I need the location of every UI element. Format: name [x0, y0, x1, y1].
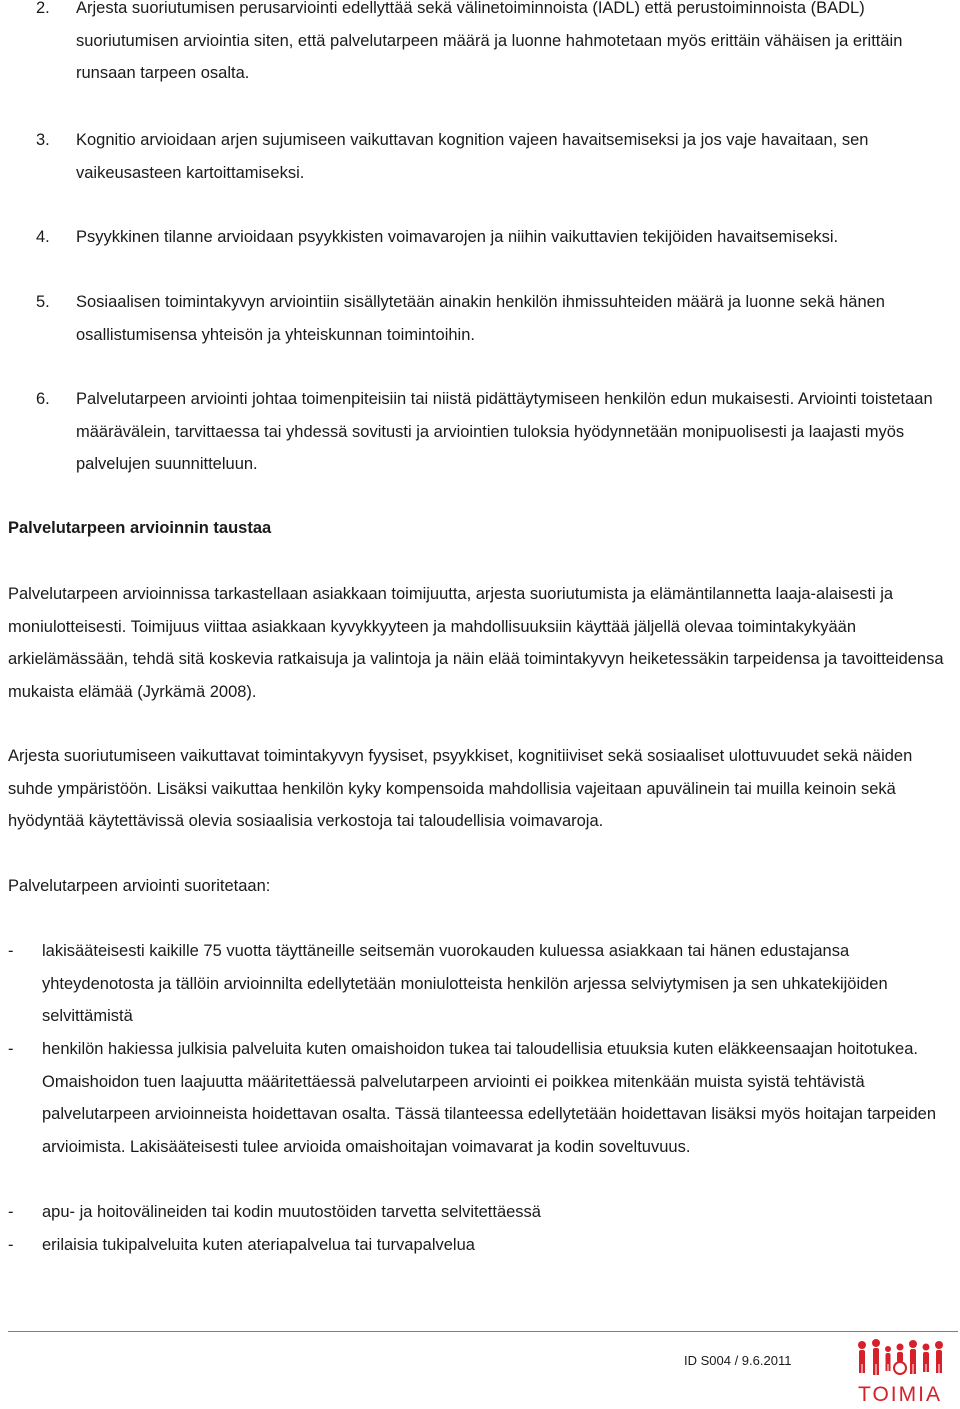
item-number: 5. — [36, 293, 50, 311]
dash-text: lakisääteisesti kaikille 75 vuotta täyttäneille seitsemän vuorokauden kuluessa asiakkaan tai hänen edustajansa yhteydenotosta ja tällöin arvioinnilta edellytetään moniulotteista henkilön arjessa selviytymisen ja sen uhkatekijöiden selvittämistä — [42, 942, 888, 1025]
item-number: 3. — [36, 131, 50, 149]
dash-item-public-services — [8, 1033, 948, 1163]
item-text: Kognitio arvioidaan arjen sujumiseen vaikuttavan kognition vajeen havaitsemiseksi ja jos vaje havaitaan, sen vaikeusasteen kartoittamiseksi. — [76, 131, 869, 182]
footer-document-id: ID S004 / 9.6.2011 — [684, 1353, 792, 1368]
numbered-item-4 — [36, 221, 956, 254]
item-number: 2. — [36, 0, 50, 17]
dash-item-aids — [8, 1196, 948, 1229]
item-number: 6. — [36, 390, 50, 408]
dash-marker: - — [8, 1236, 14, 1254]
section-heading: Palvelutarpeen arvioinnin taustaa — [8, 519, 272, 537]
item-text: Psyykkinen tilanne arvioidaan psyykkisten voimavarojen ja niihin vaikuttavien tekijöiden havaitsemiseksi. — [76, 228, 839, 246]
footer-divider — [8, 1331, 958, 1332]
numbered-item-5 — [36, 286, 956, 351]
people-figures-icon — [850, 1335, 950, 1381]
item-text: Sosiaalisen toimintakyvyn arviointiin sisällytetään ainakin henkilön ihmissuhteiden määrä ja luonne sekä hänen osallistumisensa yhteisön ja yhteiskunnan toimintoihin. — [76, 293, 885, 344]
dash-text: henkilön hakiessa julkisia palveluita kuten omaishoidon tukea tai taloudellisia etuuksia kuten eläkkeensaajan hoitotukea. Omaishoidon tuen laajuutta määritettäessä palvelutarpeen arviointi ei poikkea mitenkään muista syistä tehtävistä palvelutarpeen arvioinneista hoidettavan osalta. Tässä tilanteessa edellytetään hoidettavan lisäksi myös hoitajan tarpeiden arvioimista. Lakisääteisesti tulee arvioida omaishoitajan voimavarat ja kodin soveltuvuus. — [42, 1040, 937, 1156]
dash-text: apu- ja hoitovälineiden tai kodin muutostöiden tarvetta selvitettäessä — [42, 1203, 541, 1221]
paragraph-assessment-intro: Palvelutarpeen arviointi suoritetaan: — [8, 877, 271, 895]
numbered-item-2 — [36, 0, 956, 90]
toimia-logo — [850, 1335, 950, 1405]
dash-marker: - — [8, 1203, 14, 1221]
dash-item-statutory — [8, 935, 948, 1033]
dash-item-support-services — [8, 1229, 948, 1262]
numbered-item-6 — [36, 383, 956, 481]
dash-marker: - — [8, 1040, 14, 1058]
item-number: 4. — [36, 228, 50, 246]
dash-text: erilaisia tukipalveluita kuten ateriapalvelua tai turvapalvelua — [42, 1236, 475, 1254]
paragraph-background: Palvelutarpeen arvioinnissa tarkastellaan asiakkaan toimijuutta, arjesta suoriutumista ja elämäntilannetta laaja-alaisesti ja moniulotteisesti. Toimijuus viittaa asiakkaan kyvykkyyteen ja mahdollisuuksiin käyttää jäljellä olevaa toimintakykyään arkielämässään, tehdä sitä koskevia ratkaisuja ja valintoja ja näin elää toimintakyvyn heiketessäkin tarpeidensa ja tavoitteidensa mukaista elämää (Jyrkämä 2008). — [8, 585, 944, 701]
item-text: Palvelutarpeen arviointi johtaa toimenpiteisiin tai niistä pidättäytymiseen henkilön edun mukaisesti. Arviointi toistetaan määrävälein, tarvittaessa tai yhdessä sovitusti ja arviointien tuloksia hyödynnetään monipuolisesti ja laajasti myös palvelujen suunnitteluun. — [76, 390, 933, 473]
dash-marker: - — [8, 942, 14, 960]
paragraph-daily-coping: Arjesta suoriutumiseen vaikuttavat toimintakyvyn fyysiset, psyykkiset, kognitiiviset sekä sosiaaliset ulottuvuudet sekä näiden suhde ympäristöön. Lisäksi vaikuttaa henkilön kyky kompensoida mahdollisia vajeitaan apuvälinein tai muilla keinoin sekä hyödyntää käytettävissä olevia sosiaalisia verkostoja tai taloudellisia voimavaroja. — [8, 747, 913, 830]
item-text: Arjesta suoriutumisen perusarviointi edellyttää sekä välinetoiminnoista (IADL) että perustoiminnoista (BADL) suoriutumisen arviointia siten, että palvelutarpeen määrä ja luonne hahmotetaan myös erittäin vähäisen ja erittäin runsaan tarpeen osalta. — [76, 0, 903, 82]
logo-wordmark: TOIMIA — [858, 1383, 942, 1406]
numbered-item-3 — [36, 124, 956, 189]
